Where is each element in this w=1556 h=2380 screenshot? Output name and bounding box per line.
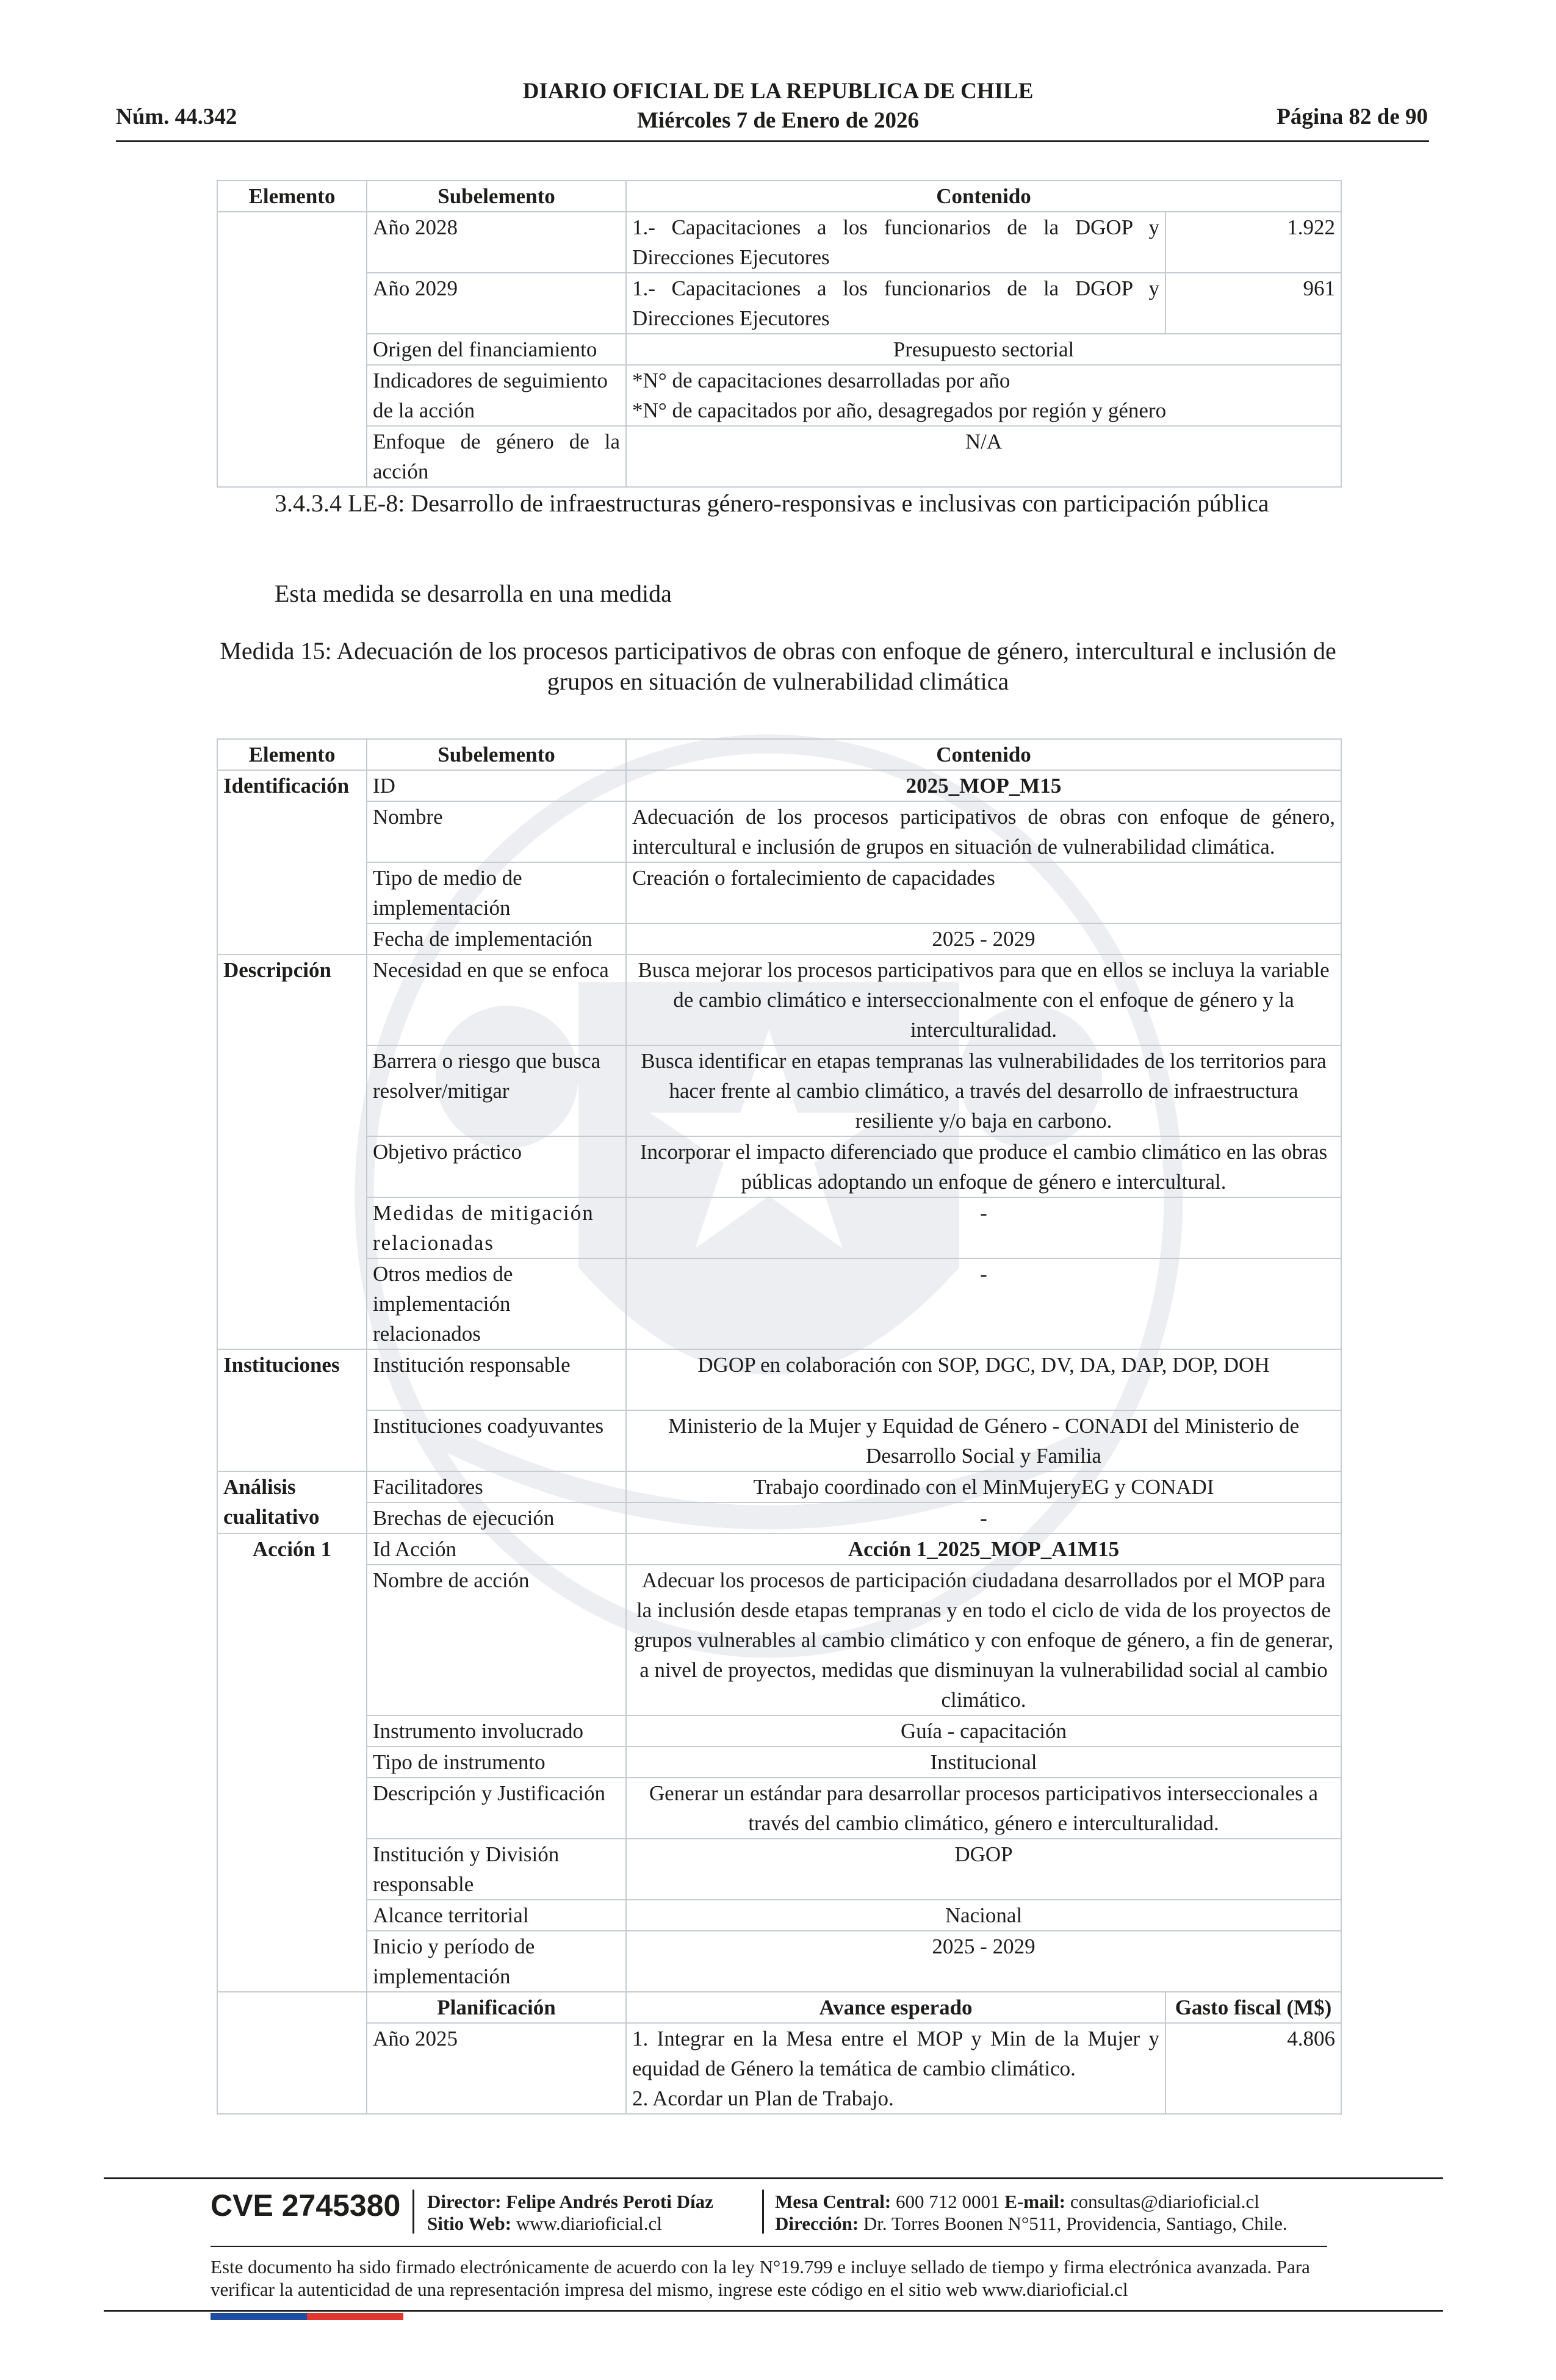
year-empty-cell xyxy=(217,2023,367,2114)
row-content: 1.- Capacitaciones a los funcionarios de la DGOP y Direcciones Ejecutores xyxy=(626,212,1165,273)
web-label: Sitio Web: xyxy=(427,2213,512,2234)
table-row xyxy=(217,273,1341,334)
footer-divider-bottom xyxy=(104,2310,1443,2312)
row-content: Nacional xyxy=(626,1900,1341,1931)
row-label: Institución responsable xyxy=(367,1349,626,1410)
row-content: Institucional xyxy=(626,1747,1341,1778)
row-content: DGOP xyxy=(626,1839,1341,1900)
flag-stripe-blue xyxy=(211,2313,307,2320)
table-row xyxy=(217,1410,1341,1471)
footer-separator xyxy=(762,2190,764,2234)
table-header-row xyxy=(217,739,1341,770)
table-medida-15 xyxy=(217,738,1342,2115)
row-label: Fecha de implementación xyxy=(367,923,626,954)
avance-header: Avance esperado xyxy=(626,1992,1165,2023)
row-content: Busca mejorar los procesos participativos para que en ellos se incluya la variable de cambio climático e interseccionalmente con el enfoque de género y la interculturalidad. xyxy=(626,954,1341,1045)
row-label: Indicadores de seguimiento de la acción xyxy=(367,365,626,426)
row-label: Instituciones coadyuvantes xyxy=(367,1410,626,1471)
row-label: Otros medios de implementación relacionados xyxy=(367,1258,626,1349)
row-label: Barrera o riesgo que busca resolver/mitigar xyxy=(367,1045,626,1136)
plan-line: 1. Integrar en la Mesa entre el MOP y Min de la Mujer y equidad de Género la temática de cambio climático. xyxy=(632,2027,1159,2080)
row-label: Medidas de mitigación relacionadas xyxy=(367,1197,626,1258)
col-header-elemento: Elemento xyxy=(217,739,367,770)
row-label: Brechas de ejecución xyxy=(367,1502,626,1534)
issue-date: Miércoles 7 de Enero de 2026 xyxy=(636,108,920,133)
row-label: Alcance territorial xyxy=(367,1900,626,1931)
row-label: ID xyxy=(367,770,626,801)
row-label: Tipo de medio de implementación xyxy=(367,862,626,923)
row-content: Busca identificar en etapas tempranas las vulnerabilidades de los territorios para hacer frente al cambio climático, a través del desarrollo de infraestructura resiliente y/o baja en carbono. xyxy=(626,1045,1341,1136)
signature-note: Este documento ha sido firmado electrónicamente de acuerdo con la ley N°19.799 e incluye sellado de tiempo y firma electrónica avanzada. Para verificar la autenticidad de una representación impresa del mismo, ingrese este código en el sitio web www.diarioficial.cl xyxy=(211,2256,1310,2300)
table-row xyxy=(217,2023,1341,2114)
row-content: 1.- Capacitaciones a los funcionarios de la DGOP y Direcciones Ejecutores xyxy=(626,273,1165,334)
table-row xyxy=(217,365,1341,426)
table-row xyxy=(217,1778,1341,1839)
table-row xyxy=(217,954,1341,1045)
group-descripcion: Descripción xyxy=(217,954,367,1349)
direccion-label: Dirección: xyxy=(775,2213,859,2234)
row-content: Presupuesto sectorial xyxy=(626,334,1341,365)
col-header-subelemento: Subelemento xyxy=(367,181,626,212)
row-content: 2025 - 2029 xyxy=(626,1931,1341,1992)
table-row xyxy=(217,1258,1341,1349)
group-analisis: Análisis cualitativo xyxy=(217,1471,367,1534)
row-label: Enfoque de género de la acción xyxy=(367,426,626,487)
table-row xyxy=(217,923,1341,954)
planning-header: Planificación xyxy=(367,1992,626,2023)
row-label: Institución y División responsable xyxy=(367,1839,626,1900)
table-continuation xyxy=(217,180,1342,488)
cve-code: CVE 2745380 xyxy=(211,2188,401,2223)
row-label: Objetivo práctico xyxy=(367,1136,626,1197)
row-content: Adecuar los procesos de participación ciudadana desarrollados por el MOP para la inclusión desde etapas tempranas y en todo el ciclo de vida de los proyectos de grupos vulnerables al cambio climático y con enfoque de género, a fin de generar, a nivel de proyectos, medidas que disminuyan la vulnerabilidad social al cambio climático. xyxy=(626,1565,1341,1715)
director-name: Felipe Andrés Peroti Díaz xyxy=(506,2191,713,2212)
table-row xyxy=(217,1136,1341,1197)
indicator-line: *N° de capacitados por año, desagregados por región y género xyxy=(632,398,1167,422)
header-divider xyxy=(116,140,1429,142)
group-instituciones: Instituciones xyxy=(217,1349,367,1471)
row-label: Facilitadores xyxy=(367,1471,626,1502)
row-value: 4.806 xyxy=(1165,2023,1341,2114)
section-heading: 3.4.3.4 LE-8: Desarrollo de infraestructuras género-responsivas e inclusivas con participación pública xyxy=(275,489,1269,517)
email-label: E-mail: xyxy=(1004,2191,1066,2212)
footer-divider-middle xyxy=(211,2246,1327,2247)
footer-director-block xyxy=(427,2191,713,2235)
row-content: Trabajo coordinado con el MinMujeryEG y CONADI xyxy=(626,1471,1341,1502)
row-label: Año 2028 xyxy=(367,212,626,273)
direccion-value: Dr. Torres Boonen N°511, Providencia, Santiago, Chile. xyxy=(863,2213,1288,2234)
row-label: Tipo de instrumento xyxy=(367,1747,626,1778)
mesa-label: Mesa Central: xyxy=(775,2191,891,2212)
row-label: Descripción y Justificación xyxy=(367,1778,626,1839)
web-link[interactable]: www.diarioficial.cl xyxy=(516,2213,662,2234)
row-label: Instrumento involucrado xyxy=(367,1715,626,1747)
row-content xyxy=(626,2023,1165,2114)
table-row xyxy=(217,1565,1341,1715)
table-row xyxy=(217,1349,1341,1410)
table-row xyxy=(217,1045,1341,1136)
planning-header-row xyxy=(217,1992,1341,2023)
row-content: Generar un estándar para desarrollar procesos participativos interseccionales a través del cambio climático, género e interculturalidad. xyxy=(626,1778,1341,1839)
row-content: Creación o fortalecimiento de capacidades xyxy=(626,862,1341,923)
row-label: Año 2029 xyxy=(367,273,626,334)
col-header-elemento: Elemento xyxy=(217,181,367,212)
table-row xyxy=(217,426,1341,487)
mesa-phone: 600 712 0001 xyxy=(896,2191,1000,2212)
group-accion-1: Acción 1 xyxy=(217,1534,367,1992)
footer-divider-top xyxy=(104,2177,1443,2179)
row-content xyxy=(626,365,1341,426)
row-content: Acción 1_2025_MOP_A1M15 xyxy=(626,1534,1341,1565)
table-row xyxy=(217,801,1341,862)
newspaper-title: DIARIO OFICIAL DE LA REPUBLICA DE CHILE xyxy=(522,79,1034,104)
col-header-contenido: Contenido xyxy=(626,739,1341,770)
table-row xyxy=(217,1747,1341,1778)
section-intro: Esta medida se desarrolla en una medida xyxy=(275,580,672,607)
col-header-contenido: Contenido xyxy=(626,181,1341,212)
row-label: Inicio y período de implementación xyxy=(367,1931,626,1992)
table-row xyxy=(217,1931,1341,1992)
table-row xyxy=(217,1534,1341,1565)
row-label: Origen del financiamiento xyxy=(367,334,626,365)
row-value: 1.922 xyxy=(1165,212,1341,273)
row-content: Incorporar el impacto diferenciado que produce el cambio climático en las obras públicas adoptando un enfoque de género e intercultural. xyxy=(626,1136,1341,1197)
director-label: Director: xyxy=(427,2191,502,2212)
indicator-line: *N° de capacitaciones desarrolladas por año xyxy=(632,369,1010,392)
table-row xyxy=(217,1900,1341,1931)
email-link[interactable]: consultas@diarioficial.cl xyxy=(1070,2191,1259,2212)
row-label: Nombre xyxy=(367,801,626,862)
row-label: Necesidad en que se enfoca xyxy=(367,954,626,1045)
row-value: 961 xyxy=(1165,273,1341,334)
table-row xyxy=(217,1502,1341,1534)
table-row xyxy=(217,770,1341,801)
table-row xyxy=(217,1471,1341,1502)
plan-line: 2. Acordar un Plan de Trabajo. xyxy=(632,2086,894,2110)
row-label: Nombre de acción xyxy=(367,1565,626,1715)
row-content: 2025 - 2029 xyxy=(626,923,1341,954)
footer-contact-block xyxy=(775,2191,1288,2235)
col-header-subelemento: Subelemento xyxy=(367,739,626,770)
row-label: Año 2025 xyxy=(367,2023,626,2114)
row-content: Guía - capacitación xyxy=(626,1715,1341,1747)
row-content: - xyxy=(626,1258,1341,1349)
flag-stripe-red xyxy=(307,2313,403,2320)
elemento-cell-empty xyxy=(217,212,367,487)
row-content: - xyxy=(626,1197,1341,1258)
planning-empty-cell xyxy=(217,1992,367,2023)
footer-separator xyxy=(412,2190,414,2234)
issue-number: Núm. 44.342 xyxy=(116,104,237,129)
row-label: Id Acción xyxy=(367,1534,626,1565)
row-content: Ministerio de la Mujer y Equidad de Género - CONADI del Ministerio de Desarrollo Social y Familia xyxy=(626,1410,1341,1471)
row-content: N/A xyxy=(626,426,1341,487)
gasto-header: Gasto fiscal (M$) xyxy=(1165,1992,1341,2023)
table-row xyxy=(217,1715,1341,1747)
row-content: - xyxy=(626,1502,1341,1534)
page-number: Página 82 de 90 xyxy=(1277,104,1428,129)
table-header-row xyxy=(217,181,1341,212)
table-row xyxy=(217,1839,1341,1900)
row-content: DGOP en colaboración con SOP, DGC, DV, DA, DAP, DOP, DOH xyxy=(626,1349,1341,1410)
medida-title: Medida 15: Adecuación de los procesos participativos de obras con enfoque de género, intercultural e inclusión de grupos en situación de vulnerabilidad climática xyxy=(220,637,1336,695)
table-row xyxy=(217,1197,1341,1258)
group-identificacion: Identificación xyxy=(217,770,367,954)
row-content: Adecuación de los procesos participativos de obras con enfoque de género, intercultural e inclusión de grupos en situación de vulnerabilidad climática. xyxy=(626,801,1341,862)
row-content: 2025_MOP_M15 xyxy=(626,770,1341,801)
table-row xyxy=(217,212,1341,273)
table-row xyxy=(217,334,1341,365)
table-row xyxy=(217,862,1341,923)
